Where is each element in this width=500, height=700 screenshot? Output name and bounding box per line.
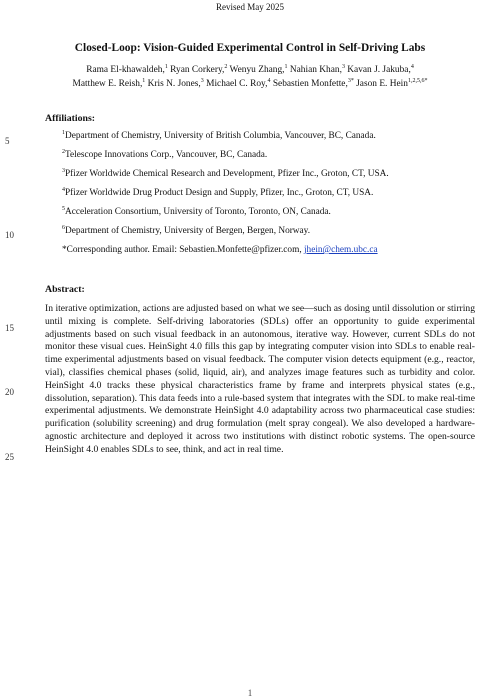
author-name: Ryan Corkery, — [167, 65, 225, 75]
affiliations-heading: Affiliations: — [45, 113, 96, 124]
line-number: 5 — [5, 136, 10, 146]
affiliation-number: 6 — [62, 224, 65, 231]
affiliation-item — [62, 188, 373, 198]
author-affiliation-mark: 3 — [341, 63, 345, 70]
author-affiliation-mark: 1,2,5,6* — [407, 77, 428, 84]
author-name: Kris N. Jones, — [145, 79, 201, 89]
abstract-heading: Abstract: — [45, 284, 85, 295]
author-affiliation-mark: 4 — [267, 77, 271, 84]
line-number: 25 — [5, 452, 14, 462]
paper-title: Closed-Loop: Vision-Guided Experimental Control in Self-Driving Labs — [74, 42, 426, 54]
author-affiliation-mark: 3 — [200, 77, 204, 84]
author-name: Kavan J. Jakuba, — [344, 65, 411, 75]
affiliation-number: 1 — [62, 129, 65, 136]
author-name: Nahian Khan, — [287, 65, 342, 75]
author-name: Rama El-khawaldeh, — [86, 65, 165, 75]
author-affiliation-mark: 4 — [410, 63, 414, 70]
affiliation-text: Pfizer Worldwide Chemical Research and Development, Pfizer Inc., Groton, CT, USA. — [65, 169, 389, 179]
corresponding-email-link[interactable]: jhein@chem.ubc.ca — [303, 245, 378, 255]
affiliation-number: 2 — [62, 148, 65, 155]
affiliation-number: 5 — [62, 205, 65, 212]
affiliation-item — [62, 169, 389, 179]
affiliation-number: 3 — [62, 167, 65, 174]
author-line-1 — [40, 63, 460, 77]
affiliation-text: Telescope Innovations Corp., Vancouver, BC, Canada. — [65, 150, 268, 160]
affiliation-text: Acceleration Consortium, University of Toronto, Toronto, ON, Canada. — [65, 207, 331, 217]
corresponding-author — [62, 245, 378, 255]
affiliation-item — [62, 150, 267, 160]
author-name: Jason E. Hein — [353, 79, 408, 89]
affiliation-item — [62, 226, 310, 236]
author-list — [40, 63, 460, 91]
affiliation-item — [62, 207, 331, 217]
author-name: Sebastien Monfette, — [270, 79, 348, 89]
affiliation-text: Pfizer Worldwide Drug Product Design and Supply, Pfizer, Inc., Groton, CT, USA. — [65, 188, 374, 198]
affiliation-text: Department of Chemistry, University of British Columbia, Vancouver, BC, Canada. — [65, 131, 376, 141]
author-name: Matthew E. Reish, — [72, 79, 143, 89]
author-affiliation-mark: 3* — [347, 77, 354, 84]
author-affiliation-mark: 2 — [224, 63, 228, 70]
revision-note: Revised May 2025 — [216, 2, 284, 12]
page-number: 1 — [247, 688, 253, 698]
author-line-2 — [40, 77, 460, 91]
corresponding-author-text: *Corresponding author. Email: Sebastien.Monfette@pfizer.com, — [62, 245, 304, 255]
author-affiliation-mark: 1 — [284, 63, 288, 70]
affiliation-item — [62, 131, 376, 141]
affiliation-text: Department of Chemistry, University of Bergen, Bergen, Norway. — [65, 226, 311, 236]
author-name: Wenyu Zhang, — [227, 65, 285, 75]
line-number: 10 — [5, 230, 14, 240]
line-number: 15 — [5, 323, 14, 333]
author-affiliation-mark: 1 — [142, 77, 146, 84]
line-number: 20 — [5, 387, 14, 397]
author-name: Michael C. Roy, — [203, 79, 268, 89]
author-affiliation-mark: 1 — [164, 63, 168, 70]
abstract-body: In iterative optimization, actions are adjusted based on what we see—such as dosing until dissolution or stirring until mixing is complete. Self-driving laboratories (SDLs) offer an opportunity to guide experimental adjustments based on such visual feedback in an autonomous, iterative way. However, current SDLs do not monitor these visual cues. HeinSight 4.0 fills this gap by integrating computer vision into SDLs to enable real-time experimental adjustments based on visual feedback. The computer vision detects equipment (e.g., reactor, vial), classifies chemical phases (solid, liquid, air), and analyzes image features such as turbidity and color. HeinSight 4.0 tracks these physical characteristics frame by frame and interprets physical states (e.g., dissolution, separation). This data feeds into a rule-based system that integrates with the SDL to make real-time experimental adjustments. We demonstrate HeinSight 4.0 adaptability across two pharmaceutical case studies: purification (solubility screening) and drug formulation (melt spray congeal). We also developed a hardware-agnostic architecture and deployed it across two institutions with distinct robotic systems. The open-source HeinSight 4.0 enables SDLs to see, think, and act in real time. — [45, 303, 475, 455]
affiliation-number: 4 — [62, 186, 65, 193]
